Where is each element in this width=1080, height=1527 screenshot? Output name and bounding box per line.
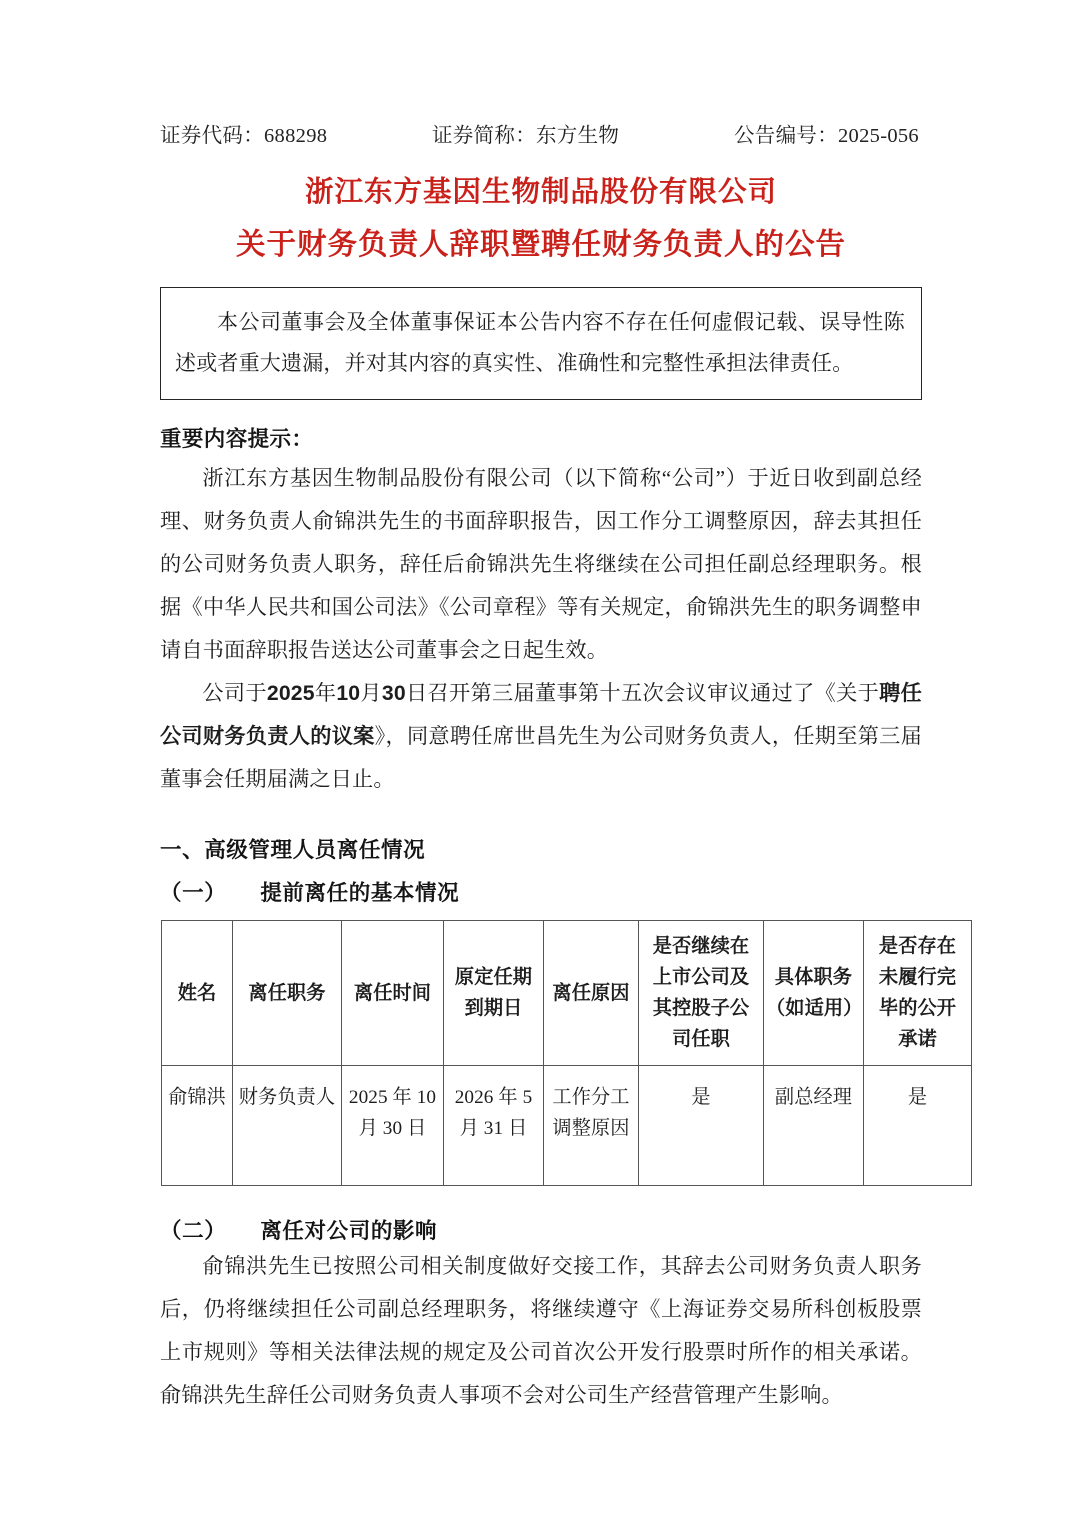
cell-unfulfilled-commitment: 是	[864, 1066, 972, 1186]
cell-name: 俞锦洪	[162, 1066, 233, 1186]
p2-seg3: 年	[314, 681, 337, 706]
security-abbreviation: 证券简称：东方生物	[432, 125, 620, 147]
p2-seg1: 公司于	[202, 681, 267, 706]
p2-proposal-title: 聘任公司财务负责人的议案	[160, 682, 922, 749]
table-header	[162, 921, 972, 1066]
document-header	[160, 118, 922, 148]
important-notice-paragraph-1: 浙江东方基因生物制品股份有限公司（以下简称“公司”）于近日收到副总经理、财务负责人俞锦洪先生的书面辞职报告，因工作分工调整原因，辞去其担任的公司财务负责人职务，辞任后俞锦洪先生将继续在公司担任副总经理职务。根据《中华人民共和国公司法》《公司章程》等有关规定，俞锦洪先生的职务调整申请自书面辞职报告送达公司董事会之日起生效。	[160, 465, 922, 663]
title-line-company: 浙江东方基因生物制品股份有限公司	[304, 176, 777, 208]
p2-seg5: 月	[360, 681, 382, 706]
p2-month: 10	[336, 682, 361, 706]
section-one-heading: 一、高级管理人员离任情况	[160, 838, 426, 863]
subsection-two-title: 离任对公司的影响	[260, 1219, 438, 1244]
executive-departure-table-wrap	[161, 920, 957, 1186]
cell-departure-time: 2025 年 10 月 30 日	[342, 1066, 444, 1186]
subsection-two-label: （二）	[160, 1219, 227, 1244]
col-header-original-term-end: 原定任期 到期日	[444, 921, 544, 1066]
col-header-departure-time: 离任时间	[342, 921, 444, 1066]
p2-seg9: 》，同意聘任席世昌先生为公司财务负责人，任期至第三届董事会任期届满之日止。	[160, 724, 922, 792]
p2-seg7: 日召开第三届董事第十五次会议审议通过了《关于	[405, 681, 880, 706]
subsection-two-paragraph: 俞锦洪先生已按照公司相关制度做好交接工作，其辞去公司财务负责人职务后，仍将继续担任公司副总经理职务，将继续遵守《上海证券交易所科创板股票上市规则》等相关法律法规的规定及公司首次公开发行股票时所作的相关承诺。俞锦洪先生辞任公司财务负责人事项不会对公司生产经营管理产生影响。	[160, 1254, 922, 1408]
table-body	[162, 1066, 972, 1186]
col-header-unfulfilled-commitment: 是否存在 未履行完 毕的公开 承诺	[864, 921, 972, 1066]
subsection-one-label: （一）	[160, 881, 227, 906]
announcement-number: 公告编号：2025-056	[734, 125, 919, 147]
col-header-continue-serving: 是否继续在 上市公司及 其控股子公 司任职	[639, 921, 764, 1066]
p2-year: 2025	[266, 682, 315, 706]
important-notice-paragraph-2	[160, 672, 922, 801]
subsection-one-heading	[160, 876, 922, 907]
cell-departure-reason: 工作分工 调整原因	[544, 1066, 639, 1186]
cell-original-term-end: 2026 年 5 月 31 日	[444, 1066, 544, 1186]
col-header-departure-reason: 离任原因	[544, 921, 639, 1066]
cell-specific-position: 副总经理	[764, 1066, 864, 1186]
table-header-row	[162, 921, 972, 1066]
executive-departure-table	[161, 920, 972, 1186]
disclaimer-box	[160, 287, 922, 400]
col-header-specific-position: 具体职务 （如适用）	[764, 921, 864, 1066]
subsection-two-heading	[160, 1214, 922, 1245]
important-notice-heading: 重要内容提示：	[160, 426, 314, 451]
table-row	[162, 1066, 972, 1186]
disclaimer-text: 本公司董事会及全体董事保证本公告内容不存在任何虚假记载、误导性陈述或者重大遗漏，并对其内容的真实性、准确性和完整性承担法律责任。	[175, 310, 905, 375]
subsection-one-title: 提前离任的基本情况	[260, 881, 460, 906]
cell-continue-serving: 是	[639, 1066, 764, 1186]
col-header-departure-position: 离任职务	[233, 921, 342, 1066]
document-title	[160, 172, 922, 266]
security-code: 证券代码：688298	[160, 125, 328, 147]
col-header-name: 姓名	[162, 921, 233, 1066]
title-line-subject: 关于财务负责人辞职暨聘任财务负责人的公告	[235, 228, 846, 262]
p2-day: 30	[381, 682, 406, 706]
cell-departure-position: 财务负责人	[233, 1066, 342, 1186]
